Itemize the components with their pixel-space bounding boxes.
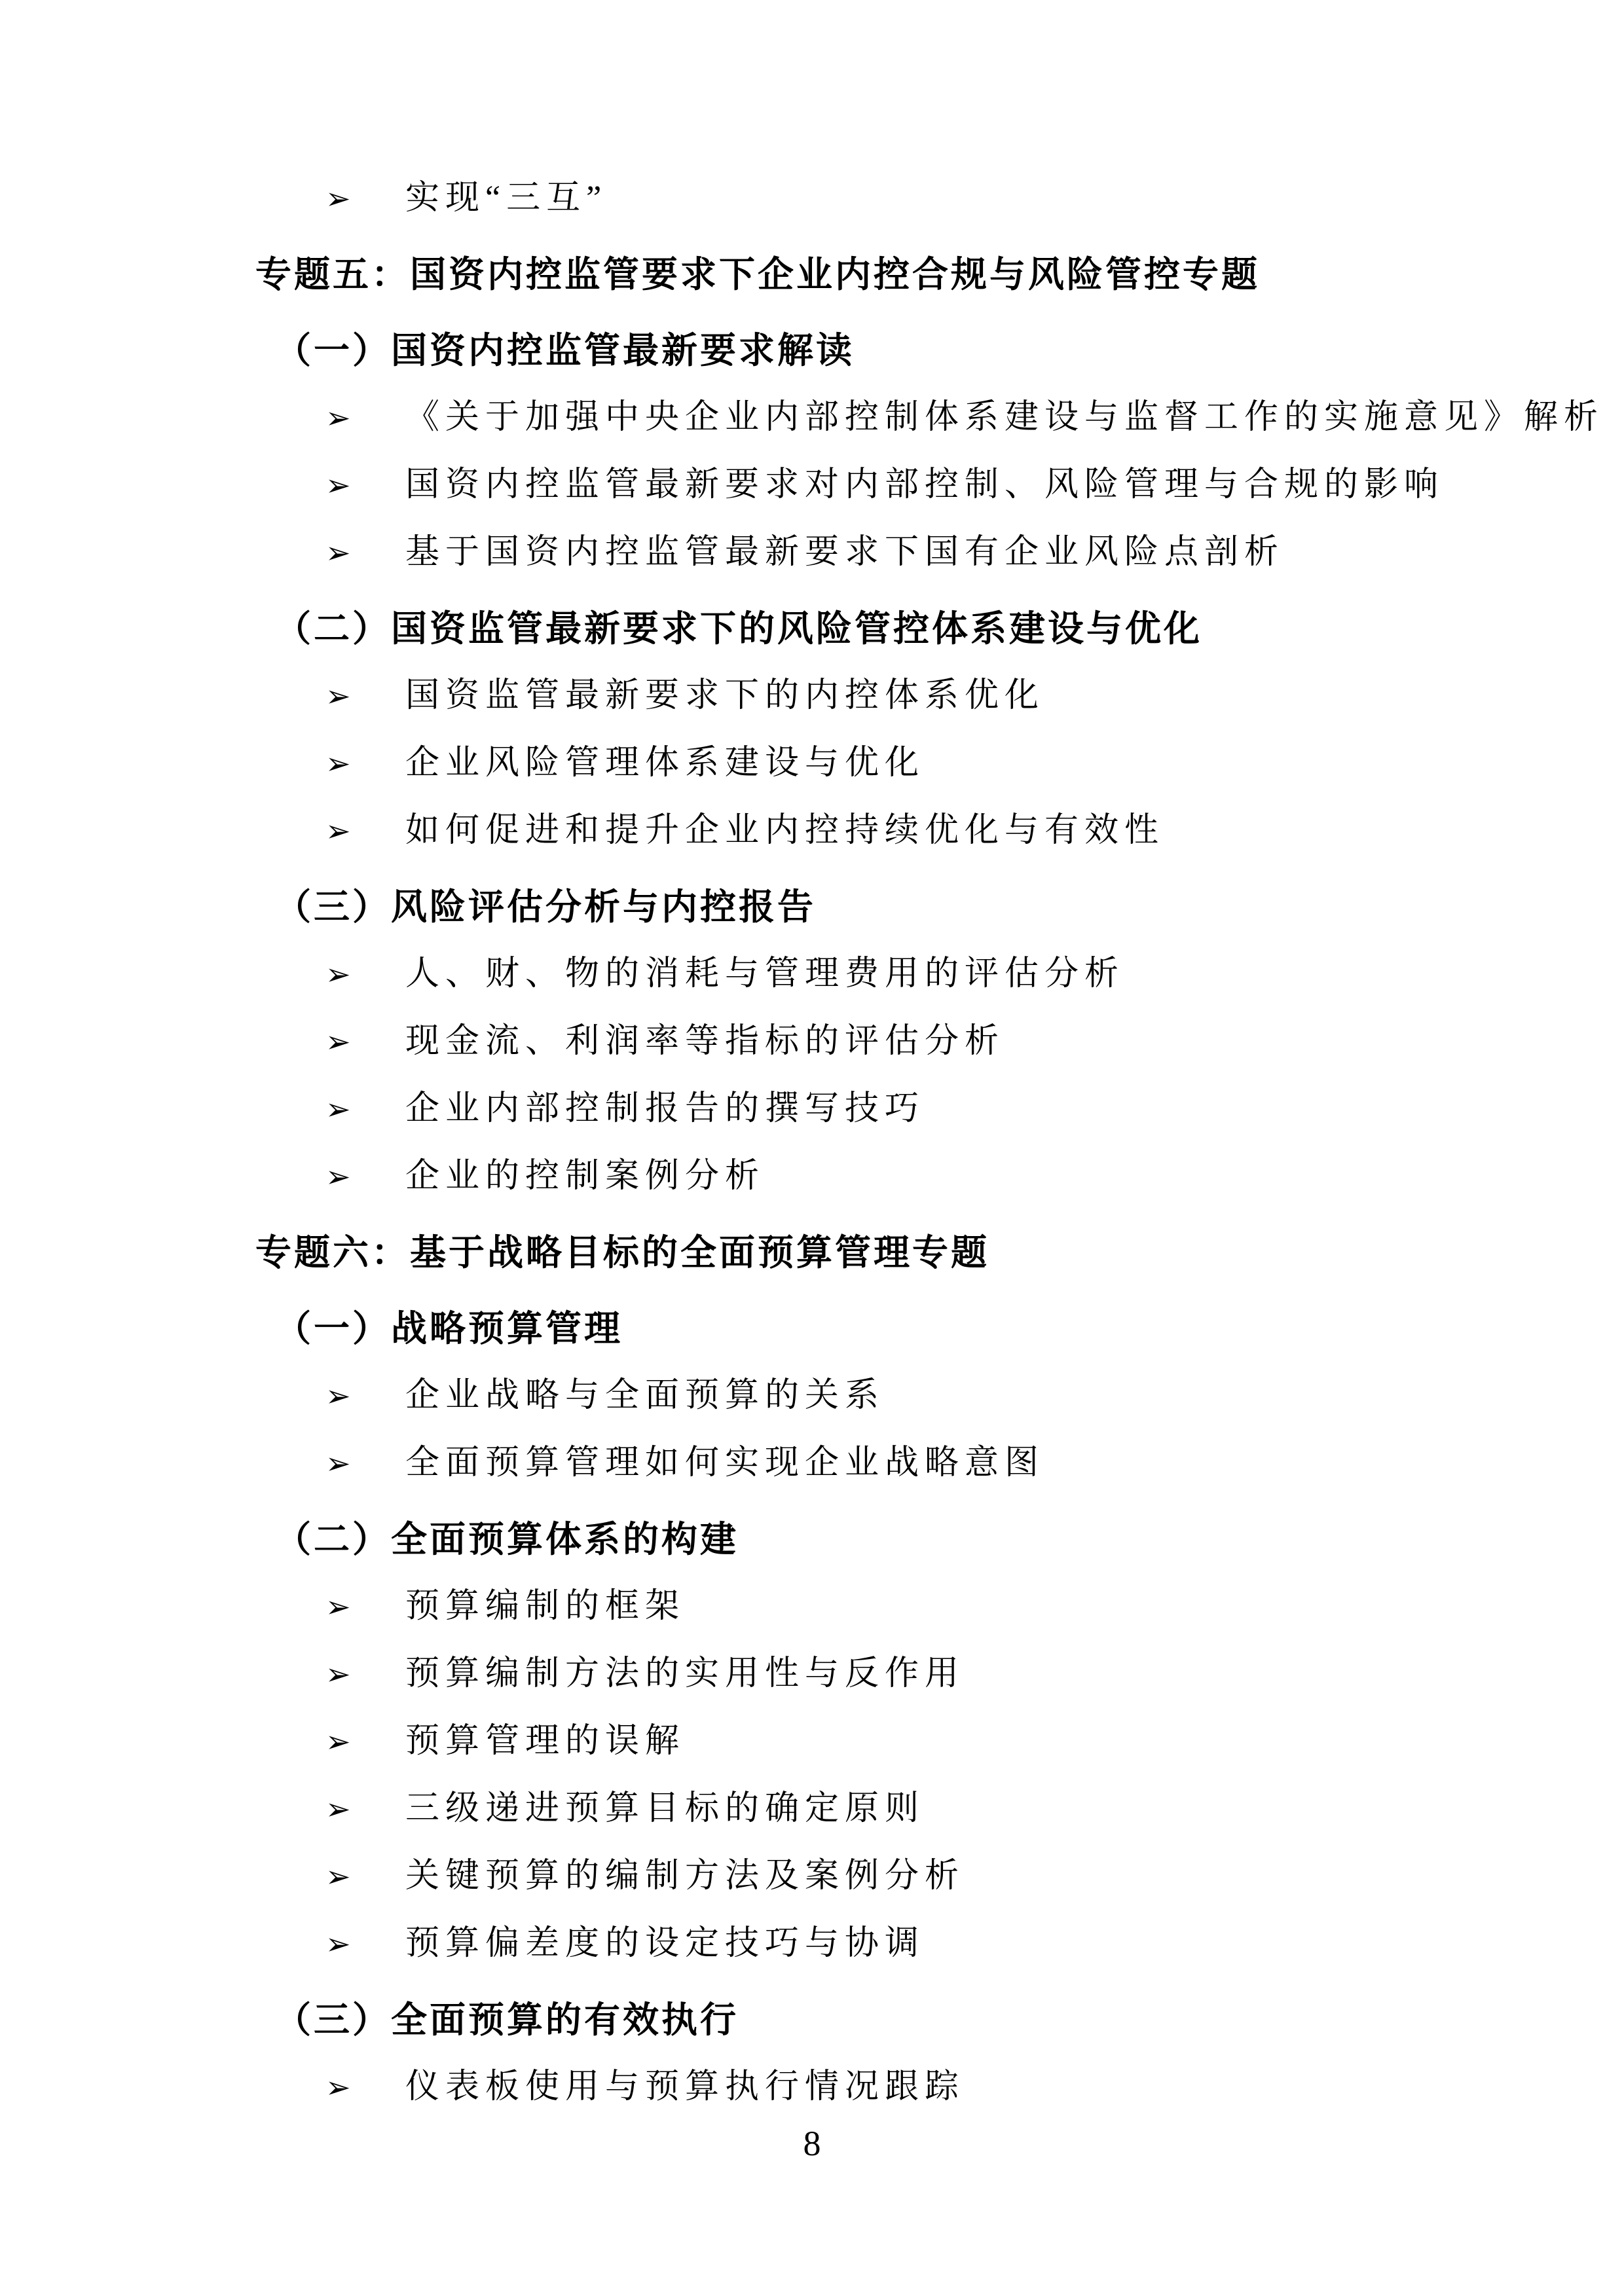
outline-bullet-item: [0, 1843, 1624, 1910]
line-text: （三）风险评估分析与内控报告: [275, 887, 817, 927]
outline-bullet-item: [0, 1641, 1624, 1708]
outline-bullet-item: [0, 1573, 1624, 1641]
outline-bullet-item: [0, 1430, 1624, 1497]
outline-bullet-item: [0, 663, 1624, 730]
bullet-arrow-icon: ➢: [325, 680, 351, 713]
line-text: （一）国资内控监管最新要求解读: [275, 331, 855, 371]
bullet-arrow-icon: ➢: [325, 1860, 351, 1893]
outline-bullet-item: [0, 1708, 1624, 1776]
outline-bullet-item: [0, 384, 1624, 452]
outline-bullet-item: [0, 1143, 1624, 1211]
outline-bullet-item: [0, 2054, 1624, 2121]
bullet-arrow-icon: ➢: [325, 1658, 351, 1691]
line-text: 预算编制的框架: [405, 1588, 686, 1625]
bullet-arrow-icon: ➢: [325, 1793, 351, 1826]
line-text: （二）全面预算体系的构建: [275, 1520, 739, 1559]
outline-list: [0, 165, 1624, 2121]
line-text: 企业战略与全面预算的关系: [405, 1377, 885, 1414]
line-text: （三）全面预算的有效执行: [275, 2000, 739, 2040]
outline-bullet-item: [0, 1008, 1624, 1076]
line-text: 基于国资内控监管最新要求下国有企业风险点剖析: [405, 534, 1285, 571]
bullet-arrow-icon: ➢: [325, 814, 351, 848]
line-text: 《关于加强中央企业内部控制体系建设与监督工作的实施意见》解析: [405, 399, 1604, 436]
line-text: （一）战略预算管理: [275, 1309, 623, 1349]
bullet-arrow-icon: ➢: [325, 958, 351, 991]
line-text: 如何促进和提升企业内控持续优化与有效性: [405, 812, 1165, 849]
outline-bullet-item: [0, 452, 1624, 519]
outline-bullet-item: [0, 730, 1624, 797]
outline-bullet-item: [0, 1776, 1624, 1843]
bullet-arrow-icon: ➢: [325, 1160, 351, 1194]
line-text: 预算编制方法的实用性与反作用: [405, 1655, 965, 1692]
outline-bullet-item: [0, 1076, 1624, 1143]
line-text: 实现“三互”: [405, 179, 608, 217]
page-number: 8: [803, 2124, 821, 2163]
line-text: 预算管理的误解: [405, 1722, 686, 1760]
outline-bullet-item: [0, 941, 1624, 1008]
line-text: 全面预算管理如何实现企业战略意图: [405, 1444, 1045, 1482]
bullet-arrow-icon: ➢: [325, 536, 351, 570]
line-text: 人、财、物的消耗与管理费用的评估分析: [405, 955, 1125, 993]
outline-bullet-item: [0, 1910, 1624, 1978]
line-text: 预算偏差度的设定技巧与协调: [405, 1925, 925, 1962]
bullet-arrow-icon: ➢: [325, 1379, 351, 1413]
line-text: 三级递进预算目标的确定原则: [405, 1790, 925, 1827]
bullet-arrow-icon: ➢: [325, 401, 351, 435]
bullet-arrow-icon: ➢: [325, 1590, 351, 1624]
line-text: 企业的控制案例分析: [405, 1157, 766, 1195]
bullet-arrow-icon: ➢: [325, 747, 351, 780]
outline-bullet-item: [0, 1362, 1624, 1430]
section-heading: [0, 318, 1624, 384]
line-text: 企业风险管理体系建设与优化: [405, 744, 925, 782]
outline-bullet-item: [0, 165, 1624, 232]
line-text: 专题五：国资内控监管要求下企业内控合规与风险管控专题: [255, 255, 1261, 295]
topic-heading: [0, 242, 1624, 308]
bullet-arrow-icon: ➢: [325, 1447, 351, 1480]
topic-heading: [0, 1220, 1624, 1286]
line-text: 国资内控监管最新要求对内部控制、风险管理与合规的影响: [405, 466, 1445, 503]
line-text: 关键预算的编制方法及案例分析: [405, 1857, 965, 1895]
section-heading: [0, 1987, 1624, 2054]
bullet-arrow-icon: ➢: [325, 2071, 351, 2104]
line-text: （二）国资监管最新要求下的风险管控体系建设与优化: [275, 609, 1203, 649]
bullet-arrow-icon: ➢: [325, 1725, 351, 1758]
section-heading: [0, 874, 1624, 941]
bullet-arrow-icon: ➢: [325, 182, 351, 215]
bullet-arrow-icon: ➢: [325, 1025, 351, 1059]
section-heading: [0, 596, 1624, 663]
line-text: 仪表板使用与预算执行情况跟踪: [405, 2068, 965, 2105]
line-text: 国资监管最新要求下的内控体系优化: [405, 677, 1045, 714]
section-heading: [0, 1506, 1624, 1573]
outline-bullet-item: [0, 797, 1624, 865]
line-text: 专题六：基于战略目标的全面预算管理专题: [255, 1233, 990, 1273]
bullet-arrow-icon: ➢: [325, 1927, 351, 1961]
bullet-arrow-icon: ➢: [325, 469, 351, 502]
line-text: 现金流、利润率等指标的评估分析: [405, 1023, 1005, 1060]
outline-bullet-item: [0, 519, 1624, 587]
section-heading: [0, 1296, 1624, 1362]
line-text: 企业内部控制报告的撰写技巧: [405, 1090, 925, 1127]
bullet-arrow-icon: ➢: [325, 1093, 351, 1126]
